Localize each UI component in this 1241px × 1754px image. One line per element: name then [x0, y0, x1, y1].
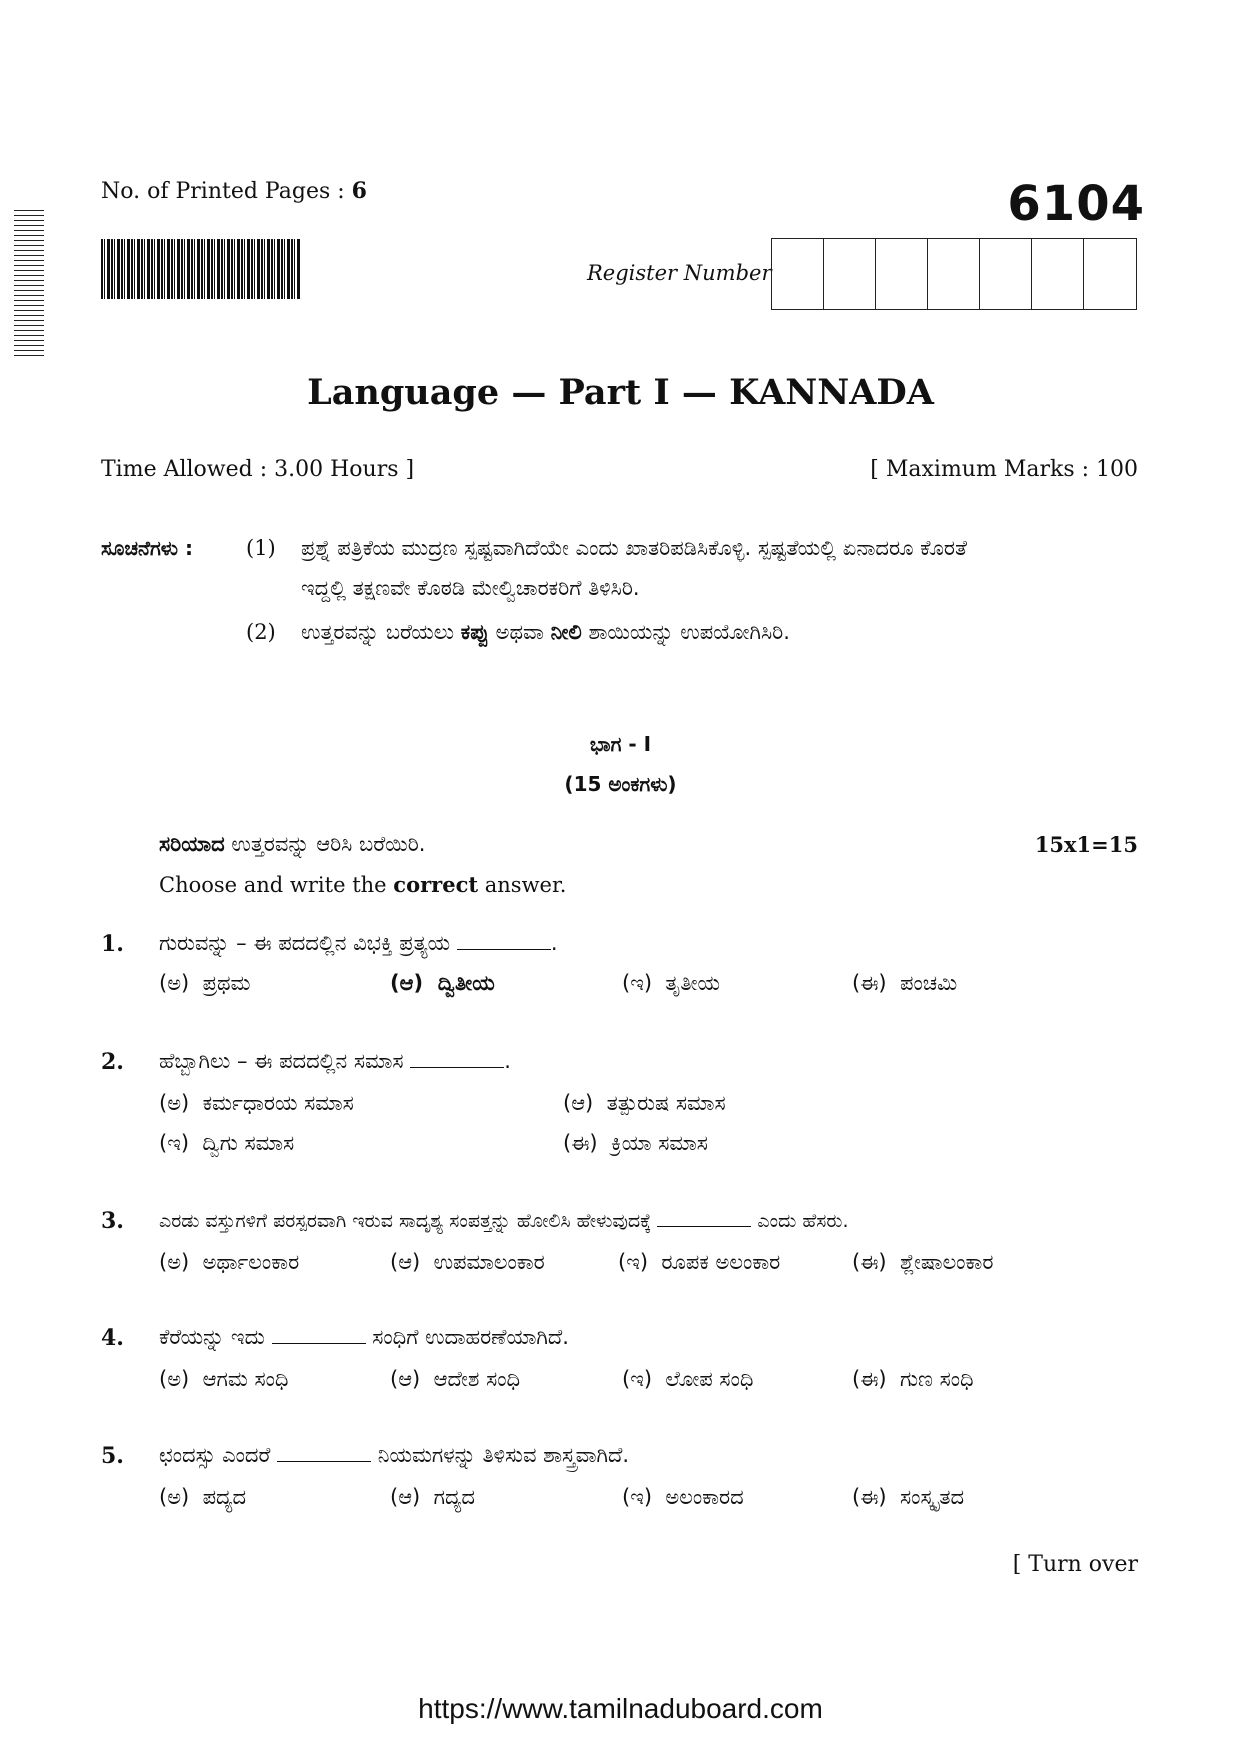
option: (ಆ) ಗದ್ಯದ	[390, 1485, 476, 1509]
option: (ಇ) ಅಲಂಕಾರದ	[622, 1485, 744, 1509]
option: (ಈ) ಕ್ರಿಯಾ ಸಮಾಸ	[563, 1131, 708, 1155]
option: (ಆ) ತತ್ಪುರುಷ ಸಮಾಸ	[563, 1091, 726, 1115]
question-number: 2.	[101, 1049, 124, 1075]
register-digit-box[interactable]	[980, 239, 1032, 309]
register-digit-box[interactable]	[876, 239, 928, 309]
register-digit-box[interactable]	[824, 239, 876, 309]
maximum-marks: [ Maximum Marks : 100	[870, 457, 1138, 482]
register-digit-box[interactable]	[1032, 239, 1084, 309]
direction-kannada: ಸರಿಯಾದ ಉತ್ತರವನ್ನು ಆರಿಸಿ ಬರೆಯಿರಿ.	[159, 832, 426, 856]
option: (ಈ) ಸಂಸ್ಕೃತದ	[852, 1485, 965, 1509]
option: (ಅ) ಪ್ರಥಮ	[159, 971, 251, 995]
part-title: ಭಾಗ - I	[589, 732, 652, 756]
question-text: ಹೆಬ್ಬಾಗಿಲು – ಈ ಪದದಲ್ಲಿನ ಸಮಾಸ .	[159, 1049, 511, 1073]
option: (ಅ) ಕರ್ಮಧಾರಯ ಸಮಾಸ	[159, 1091, 354, 1115]
instruction-number: (1)	[246, 536, 276, 560]
marks-scheme: 15x1=15	[1034, 832, 1138, 857]
instruction-text: ಉತ್ತರವನ್ನು ಬರೆಯಲು ಕಪ್ಪು ಅಥವಾ ನೀಲಿ ಶಾಯಿಯನ್ನು ಉಪಯೋಗಿಸಿರಿ.	[301, 620, 790, 644]
answer-blank	[410, 1049, 504, 1068]
side-barcode	[14, 210, 44, 360]
answer-blank	[457, 931, 551, 950]
question-number: 5.	[101, 1443, 124, 1469]
option: (ಇ) ರೂಪಕ ಅಲಂಕಾರ	[618, 1250, 781, 1274]
option: (ಆ) ದ್ವಿತೀಯ	[390, 971, 495, 995]
direction-english: Choose and write the correct answer.	[159, 872, 567, 897]
question-number: 4.	[101, 1325, 124, 1351]
option: (ಈ) ಗುಣ ಸಂಧಿ	[852, 1367, 974, 1391]
option: (ಅ) ಅರ್ಥಾಲಂಕಾರ	[159, 1250, 300, 1274]
option: (ಅ) ಪದ್ಯದ	[159, 1485, 247, 1509]
register-number-boxes[interactable]	[771, 238, 1137, 310]
page-title: Language — Part I — KANNADA	[307, 372, 934, 413]
instructions-label: ಸೂಚನೆಗಳು :	[101, 536, 193, 560]
option: (ಇ) ದ್ವಿಗು ಸಮಾಸ	[159, 1131, 295, 1155]
answer-blank	[277, 1443, 371, 1462]
answer-blank	[657, 1208, 751, 1227]
register-number-label: Register Number	[587, 261, 772, 285]
register-digit-box[interactable]	[772, 239, 824, 309]
instruction-number: (2)	[246, 620, 276, 644]
paper-code: 6104	[1007, 176, 1145, 232]
time-allowed: Time Allowed : 3.00 Hours ]	[101, 457, 415, 482]
question-text: ಎರಡು ವಸ್ತುಗಳಿಗೆ ಪರಸ್ಪರವಾಗಿ ಇರುವ ಸಾದೃಶ್ಯ ಸಂಪತ್ತನ್ನು ಹೋಲಿಸಿ ಹೇಳುವುದಕ್ಕೆ ಎಂದು ಹೆಸರು.	[159, 1210, 849, 1232]
option: (ಆ) ಉಪಮಾಲಂಕಾರ	[390, 1250, 545, 1274]
answer-blank	[272, 1325, 366, 1344]
option: (ಆ) ಆದೇಶ ಸಂಧಿ	[390, 1367, 521, 1391]
option: (ಈ) ಪಂಚಮಿ	[852, 971, 958, 995]
option: (ಅ) ಆಗಮ ಸಂಧಿ	[159, 1367, 289, 1391]
register-digit-box[interactable]	[928, 239, 980, 309]
question-text: ಗುರುವನ್ನು – ಈ ಪದದಲ್ಲಿನ ವಿಭಕ್ತಿ ಪ್ರತ್ಯಯ .	[159, 931, 558, 955]
barcode	[101, 239, 301, 299]
question-text: ಕೆರೆಯನ್ನು ಇದು ಸಂಧಿಗೆ ಉದಾಹರಣೆಯಾಗಿದೆ.	[159, 1325, 569, 1349]
instruction-text: ಪ್ರಶ್ನೆ ಪತ್ರಿಕೆಯ ಮುದ್ರಣ ಸ್ಪಷ್ಟವಾಗಿದೆಯೇ ಎಂದು ಖಾತರಿಪಡಿಸಿಕೊಳ್ಳಿ. ಸ್ಪಷ್ಟತೆಯಲ್ಲಿ ಏನಾದರೂ ಕೊರತೆ ಇದ್ದಲ್ಲಿ ತಕ್ಷಣವೇ ಕೊಠಡಿ ಮೇಲ್ವಿಚಾರಕರಿಗೆ ತಿಳಿಸಿರಿ.	[301, 536, 967, 600]
part-marks: (15 ಅಂಕಗಳು)	[564, 772, 677, 796]
option: (ಈ) ಶ್ಲೇಷಾಲಂಕಾರ	[852, 1250, 994, 1274]
question-number: 3.	[101, 1208, 124, 1234]
printed-pages: No. of Printed Pages : 6	[101, 178, 367, 204]
footer-url[interactable]: https://www.tamilnaduboard.com	[418, 1693, 823, 1724]
option: (ಇ) ತೃತೀಯ	[622, 971, 721, 995]
register-digit-box[interactable]	[1084, 239, 1136, 309]
question-text: ಛಂದಸ್ಸು ಎಂದರೆ ನಿಯಮಗಳನ್ನು ತಿಳಿಸುವ ಶಾಸ್ತ್ರವಾಗಿದೆ.	[159, 1443, 630, 1467]
turn-over-note: [ Turn over	[1012, 1552, 1138, 1577]
option: (ಇ) ಲೋಪ ಸಂಧಿ	[622, 1367, 754, 1391]
question-number: 1.	[101, 931, 124, 957]
